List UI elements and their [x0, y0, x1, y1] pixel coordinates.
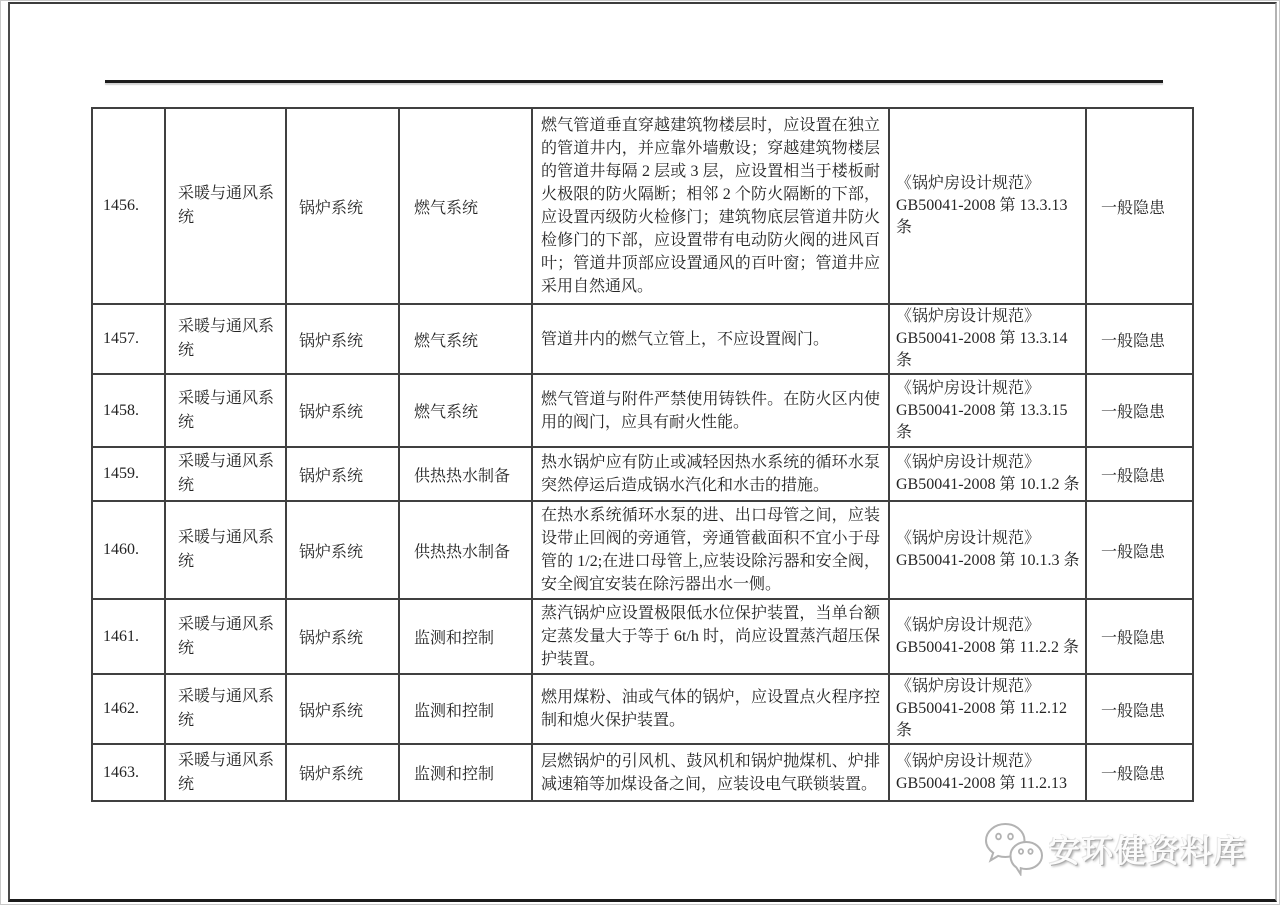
cell-category: 采暖与通风系统 [165, 674, 286, 744]
cell-level: 一般隐患 [1086, 744, 1193, 801]
cell-no: 1460. [92, 501, 165, 599]
cell-category: 采暖与通风系统 [165, 599, 286, 674]
cell-level: 一般隐患 [1086, 304, 1193, 374]
cell-reference: 《锅炉房设计规范》GB50041-2008 第 10.1.3 条 [889, 501, 1086, 599]
cell-no: 1462. [92, 674, 165, 744]
cell-no: 1458. [92, 374, 165, 447]
cell-level: 一般隐患 [1086, 374, 1193, 447]
cell-system: 锅炉系统 [286, 674, 399, 744]
cell-description: 燃用煤粉、油或气体的锅炉，应设置点火程序控制和熄火保护装置。 [532, 674, 889, 744]
cell-system: 锅炉系统 [286, 744, 399, 801]
cell-category: 采暖与通风系统 [165, 447, 286, 501]
wechat-bubbles-icon [983, 820, 1045, 876]
header-rule [105, 80, 1163, 83]
cell-subsystem: 监测和控制 [399, 599, 532, 674]
cell-reference: 《锅炉房设计规范》GB50041-2008 第 10.1.2 条 [889, 447, 1086, 501]
table-row [92, 447, 1193, 501]
cell-category: 采暖与通风系统 [165, 108, 286, 304]
cell-subsystem: 监测和控制 [399, 744, 532, 801]
cell-system: 锅炉系统 [286, 108, 399, 304]
cell-description: 层燃锅炉的引风机、鼓风机和锅炉抛煤机、炉排减速箱等加煤设备之间，应装设电气联锁装置。 [532, 744, 889, 801]
cell-description: 在热水系统循环水泵的进、出口母管之间，应装设带止回阀的旁通管，旁通管截面积不宜小于母管的 1/2;在进口母管上,应装设除污器和安全阀，安全阀宜安装在除污器出水一侧。 [532, 501, 889, 599]
cell-system: 锅炉系统 [286, 447, 399, 501]
cell-subsystem: 供热热水制备 [399, 447, 532, 501]
cell-subsystem: 供热热水制备 [399, 501, 532, 599]
cell-subsystem: 监测和控制 [399, 674, 532, 744]
cell-no: 1459. [92, 447, 165, 501]
cell-reference: 《锅炉房设计规范》GB50041-2008 第 13.3.15 条 [889, 374, 1086, 447]
cell-category: 采暖与通风系统 [165, 744, 286, 801]
cell-description: 热水锅炉应有防止或减轻因热水系统的循环水泵突然停运后造成锅水汽化和水击的措施。 [532, 447, 889, 501]
cell-level: 一般隐患 [1086, 108, 1193, 304]
cell-level: 一般隐患 [1086, 447, 1193, 501]
cell-no: 1457. [92, 304, 165, 374]
cell-level: 一般隐患 [1086, 501, 1193, 599]
cell-reference: 《锅炉房设计规范》GB50041-2008 第 13.3.14 条 [889, 304, 1086, 374]
cell-system: 锅炉系统 [286, 304, 399, 374]
cell-description: 蒸汽锅炉应设置极限低水位保护装置，当单台额定蒸发量大于等于 6t/h 时，尚应设置蒸汽超压保护装置。 [532, 599, 889, 674]
cell-category: 采暖与通风系统 [165, 304, 286, 374]
cell-no: 1461. [92, 599, 165, 674]
cell-category: 采暖与通风系统 [165, 374, 286, 447]
cell-reference: 《锅炉房设计规范》GB50041-2008 第 13.3.13 条 [889, 108, 1086, 304]
cell-subsystem: 燃气系统 [399, 304, 532, 374]
cell-category: 采暖与通风系统 [165, 501, 286, 599]
table-row [92, 674, 1193, 744]
table-row [92, 744, 1193, 801]
watermark [983, 818, 1247, 878]
cell-subsystem: 燃气系统 [399, 374, 532, 447]
cell-no: 1463. [92, 744, 165, 801]
table-row [92, 599, 1193, 674]
hazard-table [91, 107, 1194, 802]
cell-system: 锅炉系统 [286, 374, 399, 447]
table-row [92, 501, 1193, 599]
cell-no: 1456. [92, 108, 165, 304]
cell-description: 燃气管道垂直穿越建筑物楼层时，应设置在独立的管道井内，并应靠外墙敷设；穿越建筑物楼层的管道井每隔 2 层或 3 层，应设置相当于楼板耐火极限的防火隔断；相邻 2 个防火隔断的下部，应设置丙级防火检修门；建筑物底层管道井防火检修门的下部，应设置带有电动防火阀的进风百叶；管道井顶部应设置通风的百叶窗；管道井应采用自然通风。 [532, 108, 889, 304]
watermark-text: 安环健资料库 [1049, 833, 1247, 869]
cell-reference: 《锅炉房设计规范》GB50041-2008 第 11.2.12 条 [889, 674, 1086, 744]
cell-reference: 《锅炉房设计规范》GB50041-2008 第 11.2.13 [889, 744, 1086, 801]
cell-level: 一般隐患 [1086, 674, 1193, 744]
cell-description: 燃气管道与附件严禁使用铸铁件。在防火区内使用的阀门，应具有耐火性能。 [532, 374, 889, 447]
table-row [92, 374, 1193, 447]
cell-system: 锅炉系统 [286, 599, 399, 674]
cell-subsystem: 燃气系统 [399, 108, 532, 304]
table-row [92, 108, 1193, 304]
cell-level: 一般隐患 [1086, 599, 1193, 674]
cell-reference: 《锅炉房设计规范》GB50041-2008 第 11.2.2 条 [889, 599, 1086, 674]
cell-system: 锅炉系统 [286, 501, 399, 599]
cell-description: 管道井内的燃气立管上，不应设置阀门。 [532, 304, 889, 374]
table-row [92, 304, 1193, 374]
